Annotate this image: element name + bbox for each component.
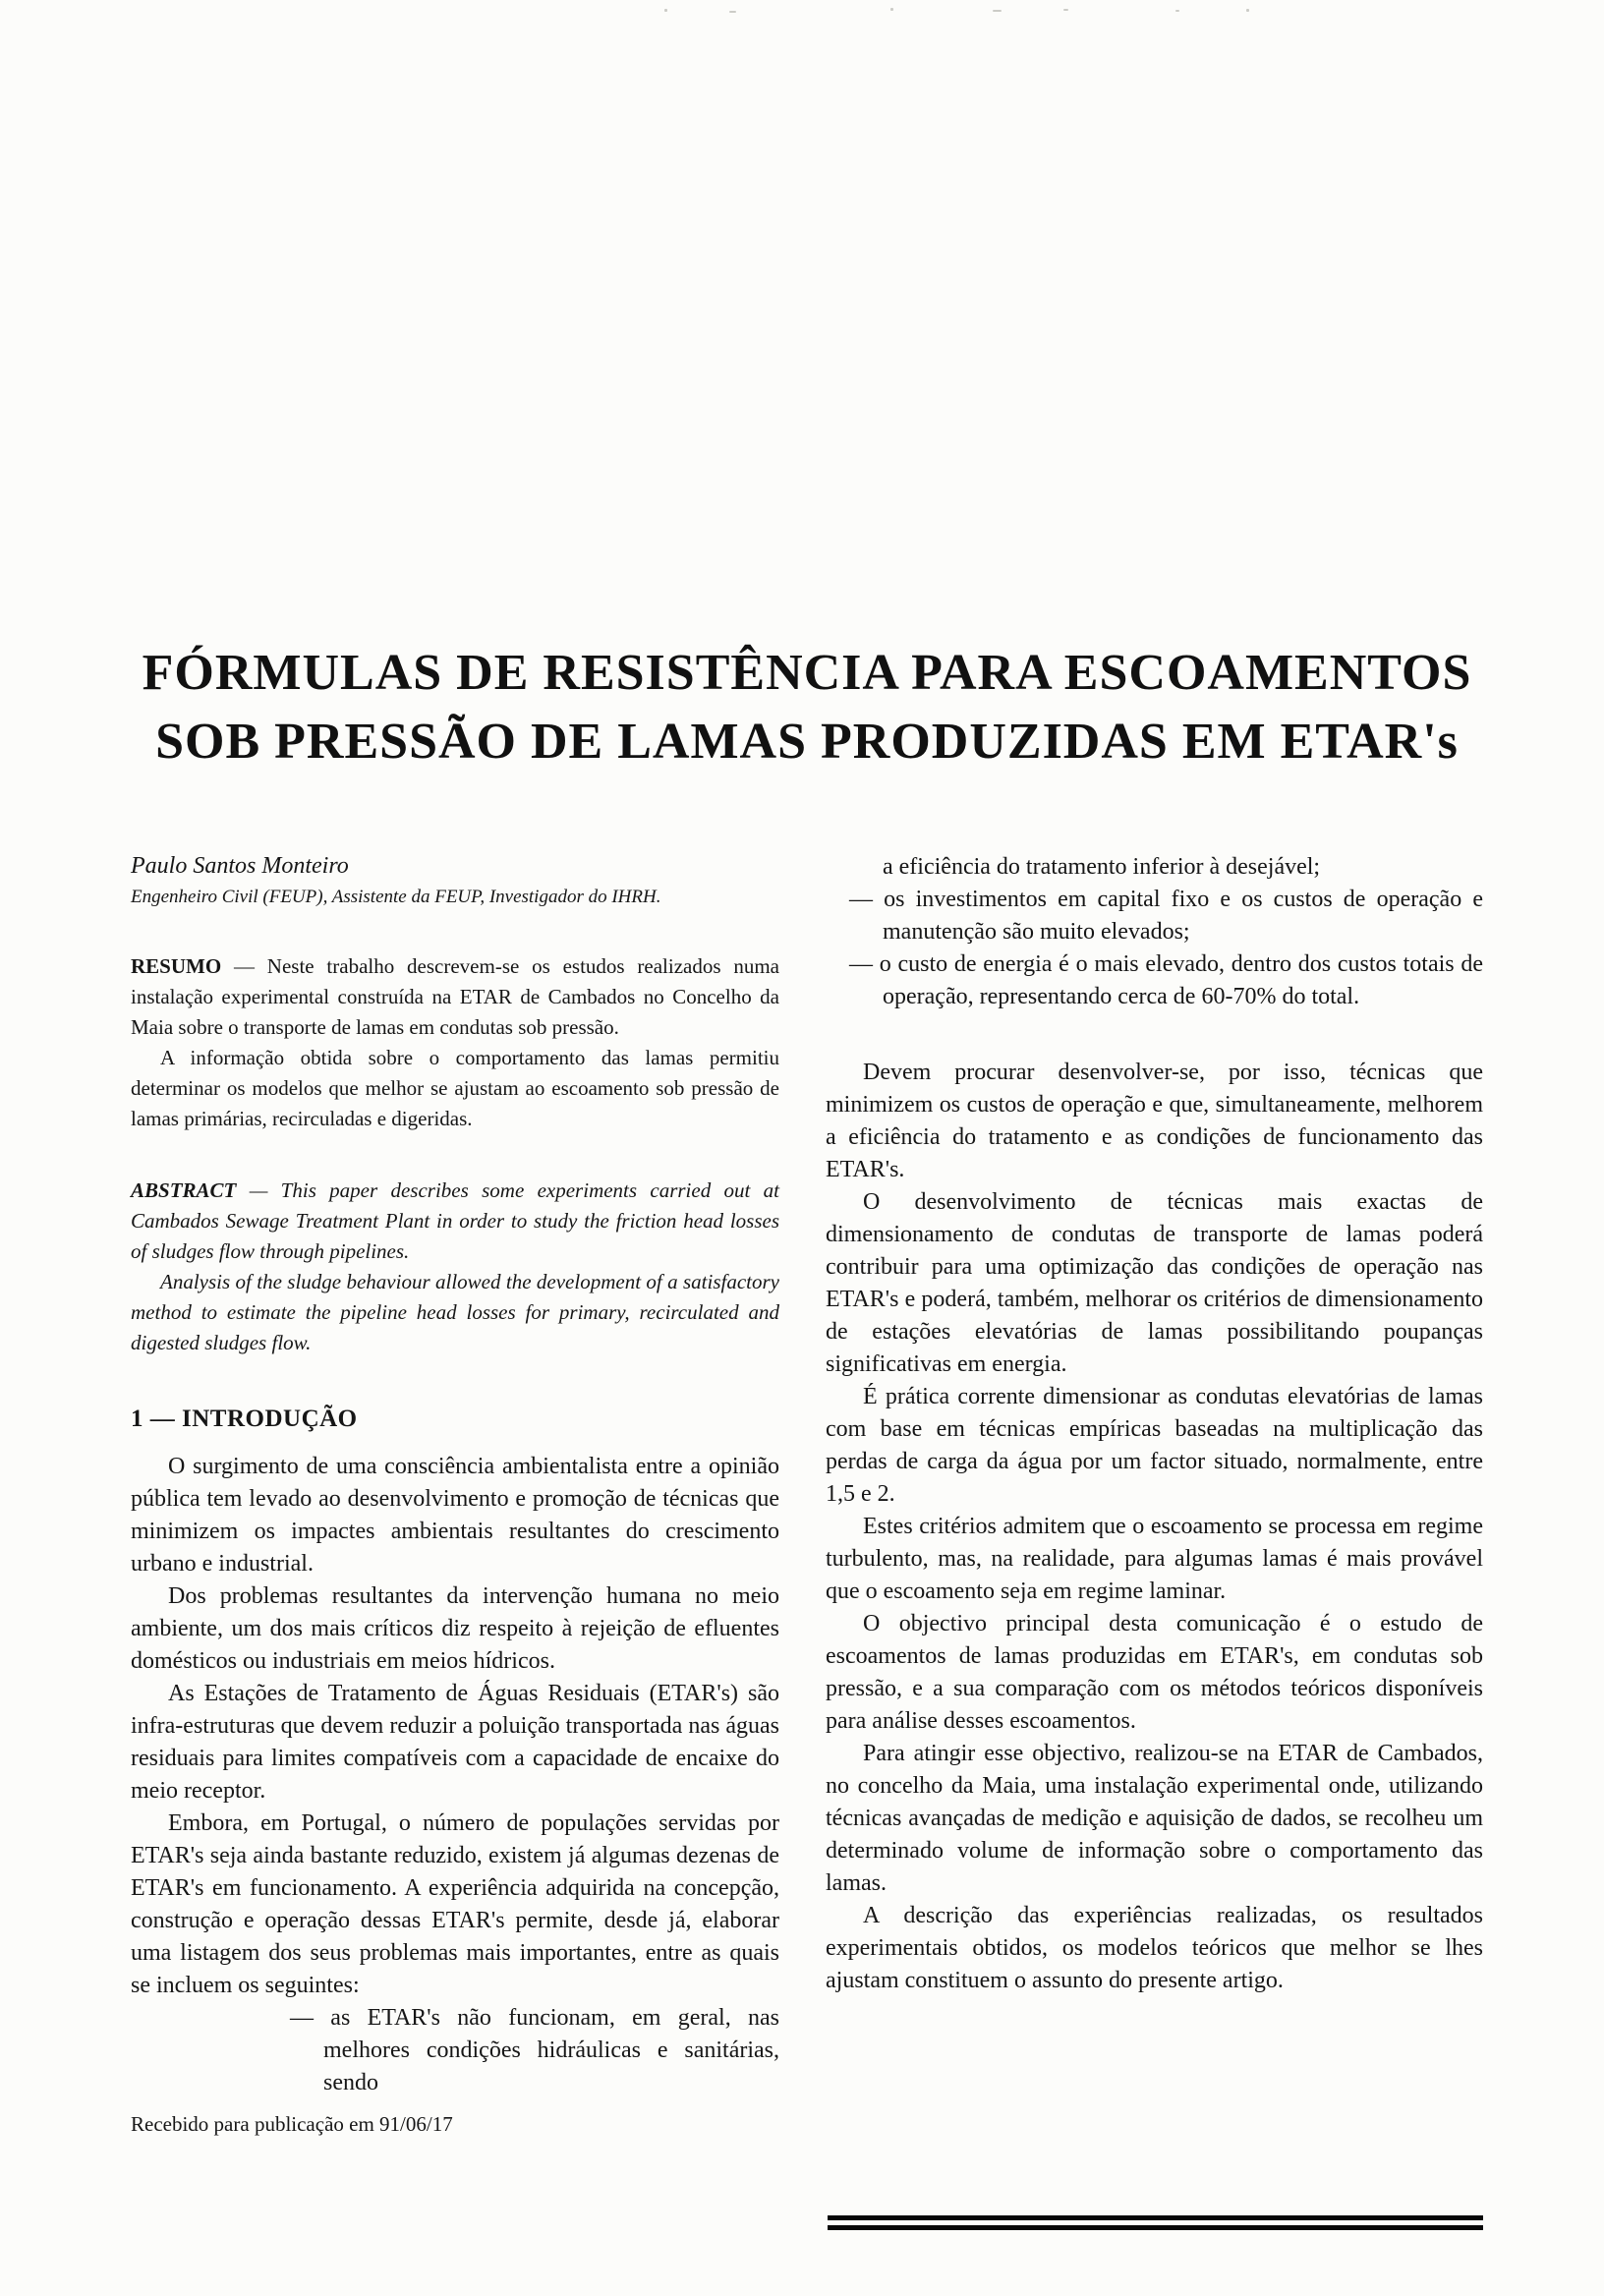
author-affiliation: Engenheiro Civil (FEUP), Assistente da FEUP, Investigador do IHRH. [131,887,661,907]
section-1-heading: 1 — INTRODUÇÃO [131,1406,358,1432]
received-note: Recebido para publicação em 91/06/17 [131,2112,453,2136]
title-line-1: FÓRMULAS DE RESISTÊNCIA PARA ESCOAMENTOS [142,645,1472,701]
resumo-text-1: — Neste trabalho descrevem-se os estudos realizados numa instalação experimental construída na ETAR de Cambados no Concelho da Maia sobre o transporte de lamas em condutas sob pressão. [131,954,779,1039]
intro-paragraph: O surgimento de uma consciência ambientalista entre a opinião pública tem levado ao desenvolvimento e promoção de técnicas que minimizem os impactes ambientais resultantes do crescimento urbano e industrial. [131,1454,779,1577]
author-block [131,851,779,910]
paper-title [131,639,1483,776]
body-paragraph: O desenvolvimento de técnicas mais exactas de dimensionamento de condutas de transporte de lamas poderá contribuir para uma optimização das condições de operação nas ETAR's e poderá, também, melhorar os critérios de dimensionamento de estações elevatórias de lamas possibilitando poupanças significativas em energia. [826,1189,1483,1377]
body-paragraph: Estes critérios admitem que o escoamento se processa em regime turbulento, mas, na realidade, para algumas lamas é mais provável que o escoamento seja em regime laminar. [826,1514,1483,1604]
list-item: — as ETAR's não funcionam, em geral, nas melhores condições hidráulicas e sanitárias, sendo [290,2005,779,2095]
abstract-label: ABSTRACT [131,1178,237,1202]
intro-paragraph: Embora, em Portugal, o número de populações servidas por ETAR's seja ainda bastante reduzido, existem já algumas dezenas de ETAR's em funcionamento. A experiência adquirida na concepção, construção e operação dessas ETAR's permite, desde já, elaborar uma listagem dos seus problemas mais importantes, entre as quais se incluem os seguintes: [131,1810,779,1998]
problems-list [826,851,1483,1013]
body-paragraph: Devem procurar desenvolver-se, por isso, técnicas que minimizem os custos de operação e que, simultaneamente, melhorem a eficiência do tratamento e as condições de funcionamento das ETAR's. [826,1060,1483,1182]
intro-paragraph: As Estações de Tratamento de Águas Residuais (ETAR's) são infra-estruturas que devem reduzir a poluição transportada nas águas residuais para limites compatíveis com a capacidade de encaixe do meio receptor. [131,1681,779,1804]
right-column-paragraphs [826,1057,1483,1997]
right-column [826,851,1483,2099]
list-item-continuation: a eficiência do tratamento inferior à desejável; [883,854,1321,880]
resumo-section [131,951,779,1134]
intro-paragraph: Dos problemas resultantes da intervenção humana no meio ambiente, um dos mais críticos diz respeito à rejeição de efluentes domésticos ou industriais em meios hídricos. [131,1583,779,1674]
body-paragraph: O objectivo principal desta comunicação é o estudo de escoamentos de lamas produzidas em ETAR's, em condutas sob pressão, e a sua comparação com os métodos teóricos disponíveis para análise desses escoamentos. [826,1611,1483,1734]
title-block [131,639,1483,776]
footer-rule [828,2215,1483,2230]
abstract-paragraph-2: Analysis of the sludge behaviour allowed the development of a satisfactory method to estimate the pipeline head losses for primary, recirculated and digested sludges flow. [131,1270,779,1354]
list-item: — o custo de energia é o mais elevado, dentro dos custos totais de operação, representando cerca de 60-70% do total. [849,951,1483,1009]
introduction-paragraphs [131,1451,779,2099]
resumo-paragraph-1 [131,951,779,1043]
abstract-section [131,1176,779,1358]
left-column [131,851,779,2099]
page-content [131,0,1483,2099]
list-item: — os investimentos em capital fixo e os custos de operação e manutenção são muito elevados; [849,887,1483,945]
resumo-label: RESUMO [131,954,222,978]
body-paragraph: É prática corrente dimensionar as condutas elevatórias de lamas com base em técnicas empíricas baseadas na multiplicação das perdas de carga da água por um factor situado, normalmente, entre 1,5 e 2. [826,1384,1483,1507]
title-line-2: SOB PRESSÃO DE LAMAS PRODUZIDAS EM ETAR's [155,714,1459,770]
resumo-paragraph-2: A informação obtida sobre o comportamento das lamas permitiu determinar os modelos que melhor se ajustam ao escoamento sob pressão de lamas primárias, recirculadas e digeridas. [131,1046,779,1130]
two-column-layout [131,851,1483,2099]
body-paragraph: Para atingir esse objectivo, realizou-se na ETAR de Cambados, no concelho da Maia, uma instalação experimental onde, utilizando técnicas avançadas de medição e aquisição de dados, se recolheu um determinado volume de informação sobre o comportamento das lamas. [826,1741,1483,1896]
abstract-paragraph-1 [131,1176,779,1267]
body-paragraph: A descrição das experiências realizadas, os resultados experimentais obtidos, os modelos teóricos que melhor se lhes ajustam constituem o assunto do presente artigo. [826,1903,1483,1993]
abstract-text-1: — This paper describes some experiments carried out at Cambados Sewage Treatment Plant in order to study the friction head losses of sludges flow through pipelines. [131,1178,779,1263]
author-name: Paulo Santos Monteiro [131,853,349,879]
